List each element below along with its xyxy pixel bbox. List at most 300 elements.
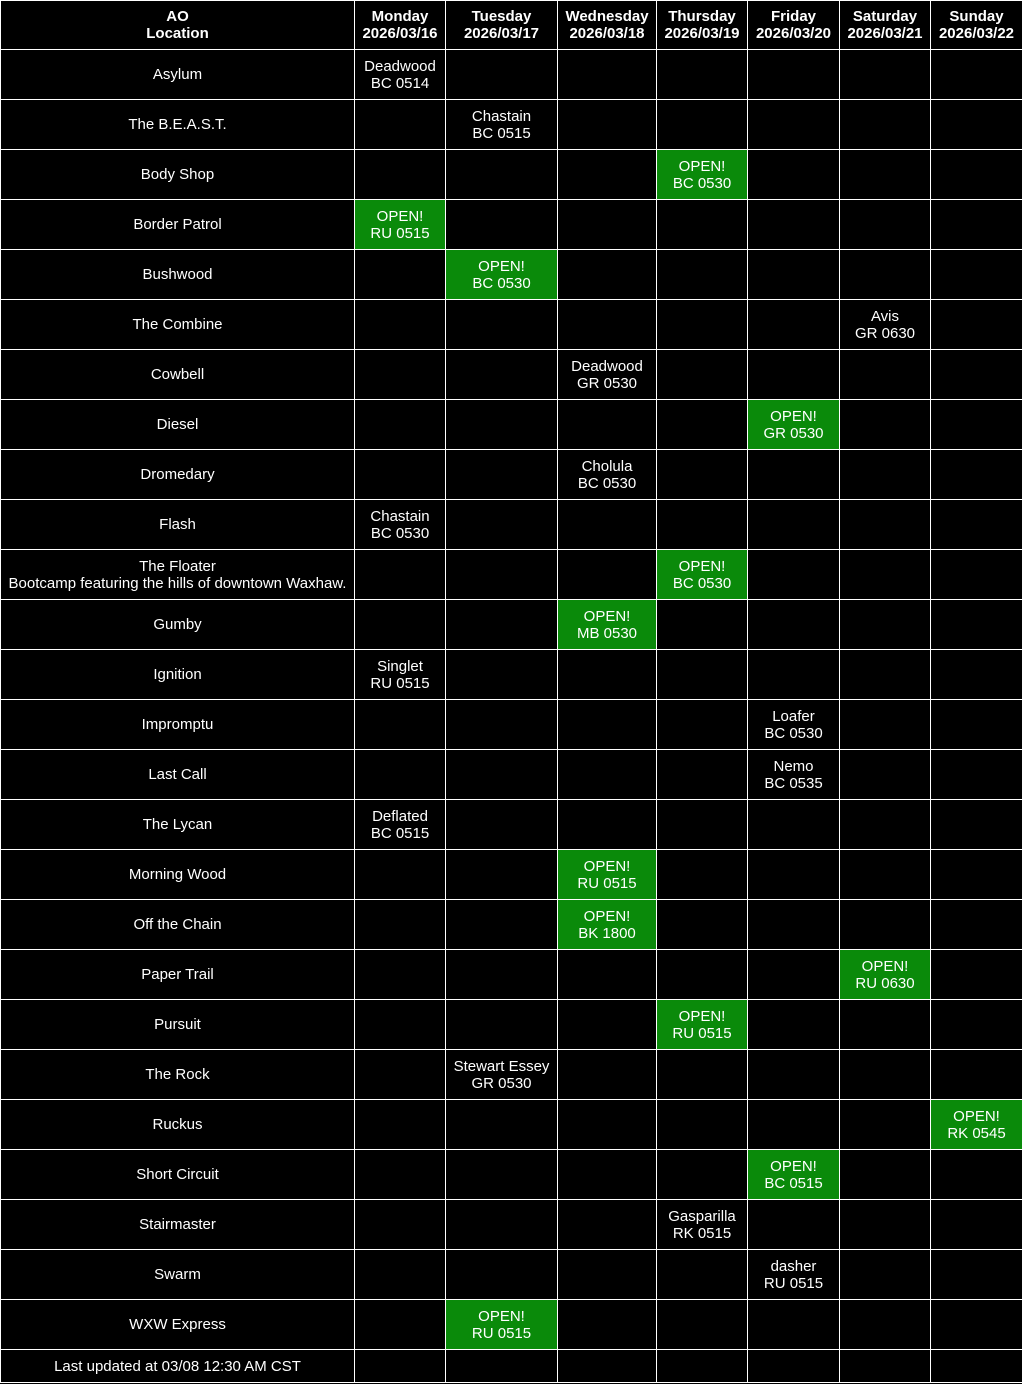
q-name: Chastain bbox=[370, 507, 430, 525]
empty-cell bbox=[558, 650, 657, 700]
open-label: OPEN! bbox=[583, 607, 631, 625]
day-name: Friday bbox=[770, 8, 816, 25]
empty-cell bbox=[355, 1300, 446, 1350]
workout-code: GR 0530 bbox=[763, 424, 824, 442]
empty-cell bbox=[446, 1250, 558, 1300]
day-name: Wednesday bbox=[565, 8, 649, 25]
open-slot-cell bbox=[840, 950, 931, 1000]
empty-cell bbox=[355, 100, 446, 150]
day-date: 2026/03/20 bbox=[755, 25, 832, 42]
table-row bbox=[1, 1100, 1022, 1150]
empty-cell bbox=[657, 450, 748, 500]
empty-cell bbox=[931, 800, 1022, 850]
ao-name: Bushwood bbox=[142, 266, 213, 283]
q-name: Chastain bbox=[471, 107, 532, 125]
workout-code: RU 0515 bbox=[672, 1024, 732, 1042]
empty-cell bbox=[748, 350, 840, 400]
workout-code: GR 0530 bbox=[471, 1074, 532, 1092]
q-name: Stewart Essey bbox=[453, 1057, 550, 1075]
empty-cell bbox=[840, 1100, 931, 1150]
table-row bbox=[1, 750, 1022, 800]
ao-label: AO bbox=[166, 8, 189, 25]
empty-cell bbox=[446, 300, 558, 350]
day-name: Tuesday bbox=[471, 8, 532, 25]
empty-cell bbox=[840, 150, 931, 200]
table-row bbox=[1, 600, 1022, 650]
ao-location-cell bbox=[1, 1300, 355, 1350]
empty-cell bbox=[558, 300, 657, 350]
empty-cell bbox=[931, 1000, 1022, 1050]
ao-location-cell bbox=[1, 650, 355, 700]
empty-cell bbox=[748, 1100, 840, 1150]
empty-cell bbox=[355, 1200, 446, 1250]
empty-cell bbox=[355, 550, 446, 600]
table-row bbox=[1, 850, 1022, 900]
table-row bbox=[1, 900, 1022, 950]
empty-cell bbox=[355, 400, 446, 450]
empty-cell bbox=[657, 1150, 748, 1200]
day-header-sunday bbox=[931, 1, 1022, 50]
day-name: Monday bbox=[371, 8, 429, 25]
empty-cell bbox=[558, 550, 657, 600]
open-slot-cell bbox=[558, 900, 657, 950]
empty-cell bbox=[446, 600, 558, 650]
empty-cell bbox=[446, 800, 558, 850]
open-slot-cell bbox=[657, 1000, 748, 1050]
empty-cell bbox=[748, 450, 840, 500]
empty-cell bbox=[840, 800, 931, 850]
empty-cell bbox=[657, 1300, 748, 1350]
workout-code: BC 0514 bbox=[370, 74, 430, 92]
day-header-wednesday bbox=[558, 1, 657, 50]
table-row bbox=[1, 400, 1022, 450]
day-date: 2026/03/18 bbox=[569, 25, 645, 42]
q-name: Deadwood bbox=[364, 57, 436, 75]
empty-cell bbox=[446, 650, 558, 700]
empty-cell bbox=[840, 850, 931, 900]
ao-subtitle: Bootcamp featuring the hills of downtown Waxhaw. bbox=[8, 574, 347, 592]
schedule-cell bbox=[748, 750, 840, 800]
empty-cell bbox=[446, 1350, 558, 1383]
empty-cell bbox=[657, 100, 748, 150]
empty-cell bbox=[840, 650, 931, 700]
empty-cell bbox=[657, 800, 748, 850]
empty-cell bbox=[355, 750, 446, 800]
open-slot-cell bbox=[657, 550, 748, 600]
workout-code: RK 0545 bbox=[947, 1124, 1006, 1142]
workout-code: BC 0530 bbox=[370, 524, 430, 542]
empty-cell bbox=[748, 800, 840, 850]
location-label: Location bbox=[146, 25, 209, 42]
schedule-cell bbox=[558, 450, 657, 500]
empty-cell bbox=[558, 1100, 657, 1150]
empty-cell bbox=[657, 200, 748, 250]
workout-code: BC 0530 bbox=[672, 174, 732, 192]
empty-cell bbox=[355, 1350, 446, 1383]
ao-name: Impromptu bbox=[141, 716, 214, 733]
workout-code: RU 0515 bbox=[471, 1324, 532, 1342]
open-label: OPEN! bbox=[678, 157, 726, 175]
empty-cell bbox=[446, 900, 558, 950]
empty-cell bbox=[840, 750, 931, 800]
ao-location-cell bbox=[1, 100, 355, 150]
ao-location-cell bbox=[1, 150, 355, 200]
empty-cell bbox=[558, 700, 657, 750]
ao-location-cell bbox=[1, 850, 355, 900]
empty-cell bbox=[931, 1300, 1022, 1350]
empty-cell bbox=[355, 700, 446, 750]
ao-name: Off the Chain bbox=[133, 916, 222, 933]
empty-cell bbox=[446, 400, 558, 450]
empty-cell bbox=[931, 350, 1022, 400]
empty-cell bbox=[355, 900, 446, 950]
workout-code: BC 0530 bbox=[472, 274, 531, 292]
table-row bbox=[1, 1150, 1022, 1200]
empty-cell bbox=[840, 1000, 931, 1050]
q-name: Cholula bbox=[581, 457, 633, 475]
ao-name: The Floater bbox=[139, 557, 216, 575]
table-row bbox=[1, 450, 1022, 500]
day-header-thursday bbox=[657, 1, 748, 50]
empty-cell bbox=[355, 300, 446, 350]
ao-location-cell bbox=[1, 550, 355, 600]
ao-location-cell bbox=[1, 50, 355, 100]
empty-cell bbox=[657, 850, 748, 900]
empty-cell bbox=[657, 250, 748, 300]
day-date: 2026/03/16 bbox=[362, 25, 438, 42]
empty-cell bbox=[446, 1150, 558, 1200]
ao-name: Border Patrol bbox=[133, 216, 222, 233]
schedule-cell bbox=[355, 800, 446, 850]
table-row bbox=[1, 350, 1022, 400]
ao-name: Dromedary bbox=[140, 466, 215, 483]
day-name: Thursday bbox=[668, 8, 736, 25]
day-date: 2026/03/17 bbox=[463, 25, 540, 42]
empty-cell bbox=[748, 50, 840, 100]
empty-cell bbox=[657, 1350, 748, 1383]
footer-row bbox=[1, 1350, 1022, 1383]
ao-name: Last Call bbox=[148, 766, 207, 783]
empty-cell bbox=[931, 1150, 1022, 1200]
empty-cell bbox=[355, 600, 446, 650]
empty-cell bbox=[558, 400, 657, 450]
open-label: OPEN! bbox=[678, 557, 726, 575]
empty-cell bbox=[355, 1250, 446, 1300]
empty-cell bbox=[558, 1300, 657, 1350]
open-slot-cell bbox=[558, 600, 657, 650]
empty-cell bbox=[446, 850, 558, 900]
day-header-saturday bbox=[840, 1, 931, 50]
empty-cell bbox=[748, 850, 840, 900]
empty-cell bbox=[931, 750, 1022, 800]
empty-cell bbox=[558, 1050, 657, 1100]
day-header-friday bbox=[748, 1, 840, 50]
schedule-cell bbox=[558, 350, 657, 400]
empty-cell bbox=[748, 1000, 840, 1050]
empty-cell bbox=[840, 500, 931, 550]
ao-name: Ruckus bbox=[152, 1116, 203, 1133]
empty-cell bbox=[748, 1050, 840, 1100]
ao-location-cell bbox=[1, 350, 355, 400]
open-label: OPEN! bbox=[376, 207, 424, 225]
day-header-tuesday bbox=[446, 1, 558, 50]
workout-code: BC 0530 bbox=[672, 574, 732, 592]
empty-cell bbox=[840, 250, 931, 300]
workout-code: RU 0515 bbox=[763, 1274, 824, 1292]
q-name: Nemo bbox=[773, 757, 814, 775]
schedule-cell bbox=[748, 1250, 840, 1300]
empty-cell bbox=[558, 1000, 657, 1050]
ao-name: Morning Wood bbox=[128, 866, 227, 883]
last-updated-text: Last updated at 03/08 12:30 AM CST bbox=[1, 1350, 355, 1383]
ao-location-cell bbox=[1, 200, 355, 250]
ao-name: Pursuit bbox=[154, 1016, 201, 1033]
schedule-cell bbox=[840, 300, 931, 350]
table-row bbox=[1, 250, 1022, 300]
empty-cell bbox=[748, 250, 840, 300]
empty-cell bbox=[931, 1350, 1022, 1383]
empty-cell bbox=[748, 1300, 840, 1350]
empty-cell bbox=[748, 550, 840, 600]
empty-cell bbox=[558, 750, 657, 800]
empty-cell bbox=[748, 950, 840, 1000]
empty-cell bbox=[355, 450, 446, 500]
empty-cell bbox=[446, 550, 558, 600]
day-name: Sunday bbox=[949, 8, 1004, 25]
empty-cell bbox=[355, 1000, 446, 1050]
schedule-cell bbox=[355, 50, 446, 100]
open-slot-cell bbox=[931, 1100, 1022, 1150]
ao-location-cell bbox=[1, 900, 355, 950]
empty-cell bbox=[657, 1100, 748, 1150]
empty-cell bbox=[355, 350, 446, 400]
empty-cell bbox=[840, 200, 931, 250]
ao-location-cell bbox=[1, 1150, 355, 1200]
empty-cell bbox=[840, 1350, 931, 1383]
ao-location-cell bbox=[1, 1100, 355, 1150]
empty-cell bbox=[355, 150, 446, 200]
ao-name: Ignition bbox=[153, 666, 202, 683]
ao-name: Body Shop bbox=[140, 166, 215, 183]
empty-cell bbox=[355, 850, 446, 900]
empty-cell bbox=[657, 1050, 748, 1100]
empty-cell bbox=[558, 800, 657, 850]
workout-code: BC 0530 bbox=[764, 724, 823, 742]
empty-cell bbox=[446, 700, 558, 750]
workout-code: BK 1800 bbox=[578, 924, 636, 942]
q-name: Loafer bbox=[772, 707, 815, 725]
ao-location-header bbox=[1, 1, 355, 50]
open-slot-cell bbox=[558, 850, 657, 900]
table-row bbox=[1, 1250, 1022, 1300]
empty-cell bbox=[558, 50, 657, 100]
workout-code: BC 0515 bbox=[472, 124, 531, 142]
table-row bbox=[1, 950, 1022, 1000]
ao-name: Stairmaster bbox=[139, 1216, 216, 1233]
empty-cell bbox=[931, 50, 1022, 100]
ao-name: The Rock bbox=[145, 1066, 210, 1083]
workout-code: BC 0535 bbox=[764, 774, 823, 792]
ao-name: Asylum bbox=[152, 66, 203, 83]
empty-cell bbox=[840, 600, 931, 650]
open-slot-cell bbox=[748, 1150, 840, 1200]
empty-cell bbox=[748, 1350, 840, 1383]
empty-cell bbox=[558, 950, 657, 1000]
schedule-cell bbox=[446, 100, 558, 150]
schedule-cell bbox=[748, 700, 840, 750]
empty-cell bbox=[558, 1350, 657, 1383]
ao-name: The Lycan bbox=[142, 816, 213, 833]
ao-location-cell bbox=[1, 450, 355, 500]
empty-cell bbox=[446, 150, 558, 200]
q-name: Deflated bbox=[372, 807, 428, 825]
table-row bbox=[1, 100, 1022, 150]
ao-location-cell bbox=[1, 1200, 355, 1250]
empty-cell bbox=[558, 250, 657, 300]
ao-location-cell bbox=[1, 700, 355, 750]
ao-name: Gumby bbox=[153, 616, 202, 633]
table-row bbox=[1, 150, 1022, 200]
table-row bbox=[1, 500, 1022, 550]
empty-cell bbox=[355, 1150, 446, 1200]
ao-location-cell bbox=[1, 950, 355, 1000]
empty-cell bbox=[558, 1150, 657, 1200]
workout-code: RU 0630 bbox=[855, 974, 915, 992]
empty-cell bbox=[748, 1200, 840, 1250]
empty-cell bbox=[931, 200, 1022, 250]
empty-cell bbox=[657, 950, 748, 1000]
empty-cell bbox=[657, 750, 748, 800]
q-name: Singlet bbox=[377, 657, 423, 675]
empty-cell bbox=[748, 650, 840, 700]
empty-cell bbox=[657, 900, 748, 950]
table-row bbox=[1, 1200, 1022, 1250]
empty-cell bbox=[931, 550, 1022, 600]
empty-cell bbox=[446, 200, 558, 250]
empty-cell bbox=[931, 1200, 1022, 1250]
empty-cell bbox=[931, 850, 1022, 900]
empty-cell bbox=[840, 50, 931, 100]
empty-cell bbox=[657, 300, 748, 350]
empty-cell bbox=[446, 500, 558, 550]
ao-name: WXW Express bbox=[129, 1316, 226, 1333]
open-label: OPEN! bbox=[770, 407, 817, 425]
empty-cell bbox=[931, 300, 1022, 350]
open-label: OPEN! bbox=[583, 907, 631, 925]
empty-cell bbox=[931, 150, 1022, 200]
empty-cell bbox=[748, 500, 840, 550]
empty-cell bbox=[355, 1050, 446, 1100]
empty-cell bbox=[840, 350, 931, 400]
open-label: OPEN! bbox=[861, 957, 909, 975]
ao-name: Swarm bbox=[154, 1266, 201, 1283]
empty-cell bbox=[840, 1300, 931, 1350]
table-row bbox=[1, 800, 1022, 850]
table-row bbox=[1, 1000, 1022, 1050]
open-label: OPEN! bbox=[583, 857, 631, 875]
workout-code: BC 0515 bbox=[764, 1174, 823, 1192]
empty-cell bbox=[446, 1000, 558, 1050]
empty-cell bbox=[931, 600, 1022, 650]
open-slot-cell bbox=[446, 1300, 558, 1350]
workout-code: GR 0630 bbox=[854, 324, 916, 342]
table-row bbox=[1, 1300, 1022, 1350]
empty-cell bbox=[355, 1100, 446, 1150]
empty-cell bbox=[657, 500, 748, 550]
ao-location-cell bbox=[1, 800, 355, 850]
empty-cell bbox=[931, 1250, 1022, 1300]
ao-location-cell bbox=[1, 400, 355, 450]
q-name: dasher bbox=[770, 1257, 817, 1275]
empty-cell bbox=[558, 200, 657, 250]
schedule-body bbox=[1, 50, 1022, 1350]
ao-name: Cowbell bbox=[150, 366, 205, 383]
open-slot-cell bbox=[446, 250, 558, 300]
empty-cell bbox=[657, 650, 748, 700]
ao-location-cell bbox=[1, 250, 355, 300]
day-name: Saturday bbox=[852, 8, 918, 25]
empty-cell bbox=[657, 600, 748, 650]
empty-cell bbox=[840, 900, 931, 950]
empty-cell bbox=[657, 400, 748, 450]
open-slot-cell bbox=[748, 400, 840, 450]
ao-name: Diesel bbox=[156, 416, 199, 433]
empty-cell bbox=[840, 400, 931, 450]
empty-cell bbox=[748, 300, 840, 350]
open-slot-cell bbox=[657, 150, 748, 200]
empty-cell bbox=[840, 700, 931, 750]
workout-code: RU 0515 bbox=[370, 224, 430, 242]
ao-location-cell bbox=[1, 600, 355, 650]
table-row bbox=[1, 1050, 1022, 1100]
open-label: OPEN! bbox=[478, 257, 525, 275]
table-row bbox=[1, 50, 1022, 100]
ao-location-cell bbox=[1, 300, 355, 350]
empty-cell bbox=[558, 1250, 657, 1300]
table-row bbox=[1, 550, 1022, 600]
empty-cell bbox=[748, 600, 840, 650]
empty-cell bbox=[446, 350, 558, 400]
empty-cell bbox=[840, 1250, 931, 1300]
empty-cell bbox=[748, 150, 840, 200]
ao-name: Flash bbox=[159, 516, 196, 533]
ao-name: Paper Trail bbox=[141, 966, 214, 983]
empty-cell bbox=[931, 100, 1022, 150]
empty-cell bbox=[840, 100, 931, 150]
workout-code: GR 0530 bbox=[576, 374, 638, 392]
open-label: OPEN! bbox=[953, 1107, 1000, 1125]
schedule-cell bbox=[355, 500, 446, 550]
q-name: Deadwood bbox=[571, 357, 643, 375]
empty-cell bbox=[748, 900, 840, 950]
open-label: OPEN! bbox=[678, 1007, 726, 1025]
empty-cell bbox=[558, 1200, 657, 1250]
empty-cell bbox=[446, 450, 558, 500]
q-name: Avis bbox=[870, 307, 900, 325]
empty-cell bbox=[657, 1250, 748, 1300]
ao-location-cell bbox=[1, 500, 355, 550]
empty-cell bbox=[355, 250, 446, 300]
ao-location-cell bbox=[1, 750, 355, 800]
empty-cell bbox=[657, 350, 748, 400]
table-row bbox=[1, 700, 1022, 750]
empty-cell bbox=[840, 1200, 931, 1250]
schedule-cell bbox=[355, 650, 446, 700]
schedule-cell bbox=[657, 1200, 748, 1250]
day-header-monday bbox=[355, 1, 446, 50]
empty-cell bbox=[446, 50, 558, 100]
workout-code: MB 0530 bbox=[576, 624, 638, 642]
